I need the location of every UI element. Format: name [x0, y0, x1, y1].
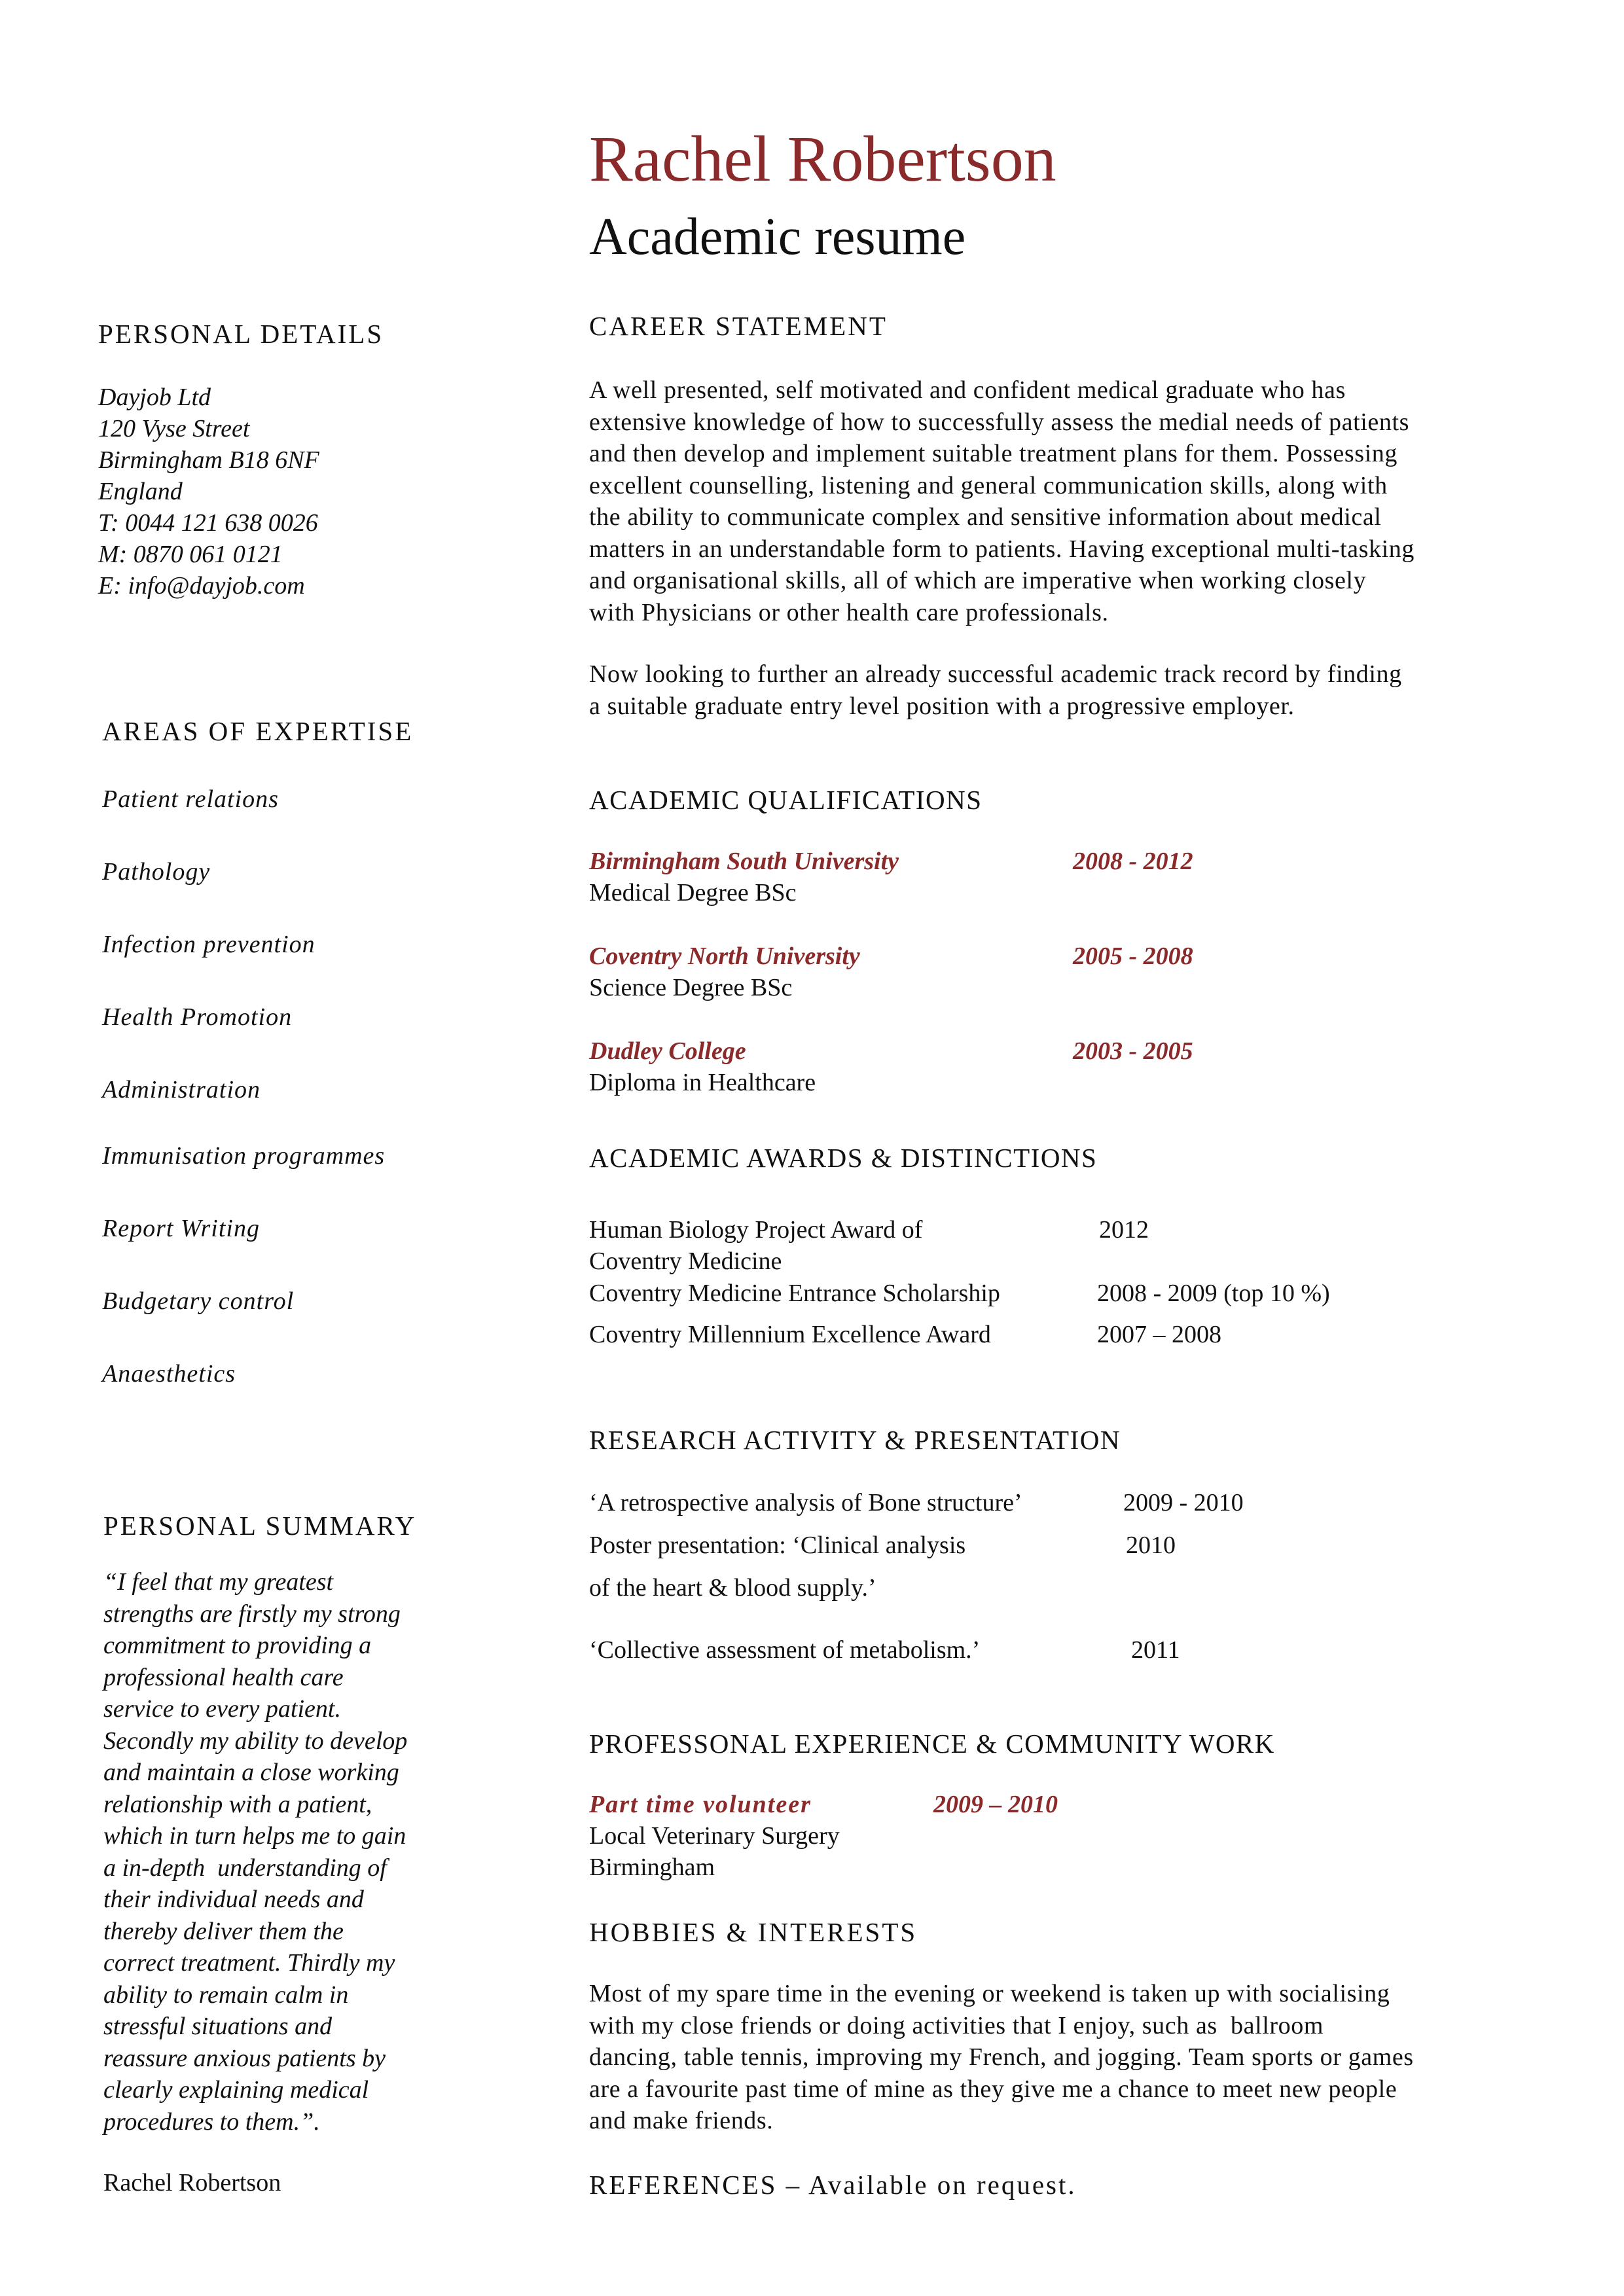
award-title: Coventry Medicine Entrance Scholarship: [589, 1280, 1000, 1307]
summary-line: their individual needs and: [103, 1886, 364, 1913]
resume-name: Rachel Robertson: [589, 122, 1056, 195]
summary-line: commitment to providing a: [103, 1632, 372, 1659]
paragraph-line: are a favourite past time of mine as they give me a chance to meet new people: [589, 2075, 1398, 2103]
expertise-item: Health Promotion: [102, 1003, 293, 1031]
summary-line: thereby deliver them the: [103, 1917, 344, 1945]
research-date: 2011: [1131, 1636, 1180, 1664]
research-date: 2009 - 2010: [1123, 1489, 1244, 1516]
qualification-dates: 2005 - 2008: [1073, 942, 1193, 970]
expertise-item: Immunisation programmes: [102, 1142, 386, 1170]
summary-line: professional health care: [103, 1663, 344, 1691]
expertise-item: Pathology: [102, 858, 211, 886]
qualification-institution: Coventry North University: [589, 942, 860, 970]
personal-details-block: [98, 382, 319, 601]
summary-line: relationship with a patient,: [103, 1790, 372, 1818]
paragraph-line: dancing, table tennis, improving my French, and jogging. Team sports or games: [589, 2043, 1414, 2071]
summary-line: and maintain a close working: [103, 1759, 399, 1786]
research-title-continued: of the heart & blood supply.’: [589, 1574, 876, 1602]
career-statement-heading: CAREER STATEMENT: [589, 311, 888, 341]
expertise-item: Report Writing: [102, 1215, 260, 1242]
award-date: 2012: [1099, 1216, 1149, 1244]
award-title: Coventry Millennium Excellence Award: [589, 1321, 991, 1348]
hobbies-heading: HOBBIES & INTERESTS: [589, 1917, 918, 1947]
experience-location: Local Veterinary Surgery: [589, 1822, 840, 1850]
summary-line: “I feel that my greatest: [103, 1568, 334, 1596]
personal-details-heading: PERSONAL DETAILS: [98, 319, 384, 349]
summary-line: correct treatment. Thirdly my: [103, 1949, 395, 1977]
summary-line: strengths are firstly my strong: [103, 1600, 401, 1628]
award-title-continued: Coventry Medicine: [589, 1247, 782, 1275]
address-company: Dayjob Ltd: [98, 384, 211, 411]
research-title: Poster presentation: ‘Clinical analysis: [589, 1532, 966, 1559]
experience-city: Birmingham: [589, 1854, 715, 1881]
qualification-institution: Birmingham South University: [589, 848, 899, 875]
paragraph-line: and then develop and implement suitable treatment plans for them. Possessing: [589, 440, 1398, 467]
paragraph-line: A well presented, self motivated and confident medical graduate who has: [589, 376, 1346, 404]
summary-line: stressful situations and: [103, 2013, 333, 2040]
address-street: 120 Vyse Street: [98, 415, 250, 442]
summary-line: procedures to them.”.: [103, 2108, 320, 2136]
career-statement-paragraph-1: [589, 374, 1415, 628]
qualification-degree: Medical Degree BSc: [589, 879, 797, 906]
paragraph-line: and make friends.: [589, 2107, 774, 2134]
expertise-item: Administration: [102, 1076, 261, 1103]
experience-role: Part time volunteer: [589, 1791, 812, 1818]
paragraph-line: with my close friends or doing activities that I enjoy, such as ballroom: [589, 2011, 1324, 2039]
expertise-item: Patient relations: [102, 785, 279, 813]
qualification-degree: Science Degree BSc: [589, 974, 793, 1001]
summary-line: Secondly my ability to develop: [103, 1727, 408, 1755]
paragraph-line: matters in an understandable form to patients. Having exceptional multi-tasking: [589, 535, 1415, 563]
personal-summary-text: [103, 1566, 407, 2138]
summary-line: service to every patient.: [103, 1695, 341, 1723]
paragraph-line: Most of my spare time in the evening or weekend is taken up with socialising: [589, 1980, 1390, 2007]
summary-line: which in turn helps me to gain: [103, 1822, 406, 1850]
qualifications-heading: ACADEMIC QUALIFICATIONS: [589, 785, 983, 815]
paragraph-line: with Physicians or other health care professionals.: [589, 598, 1109, 626]
qualification-institution: Dudley College: [589, 1037, 746, 1065]
expertise-item: Budgetary control: [102, 1287, 295, 1315]
research-title: ‘A retrospective analysis of Bone structure’: [589, 1489, 1022, 1516]
career-statement-paragraph-2: [589, 658, 1402, 722]
paragraph-line: excellent counselling, listening and general communication skills, along with: [589, 471, 1388, 499]
research-date: 2010: [1126, 1532, 1176, 1559]
awards-heading: ACADEMIC AWARDS & DISTINCTIONS: [589, 1143, 1098, 1173]
research-heading: RESEARCH ACTIVITY & PRESENTATION: [589, 1425, 1121, 1455]
expertise-item: Infection prevention: [102, 931, 316, 958]
paragraph-line: and organisational skills, all of which are imperative when working closely: [589, 567, 1367, 594]
award-date: 2007 – 2008: [1097, 1321, 1221, 1348]
phone-telephone: T: 0044 121 638 0026: [98, 509, 318, 537]
award-title: Human Biology Project Award of: [589, 1216, 923, 1244]
personal-summary-heading: PERSONAL SUMMARY: [103, 1511, 417, 1541]
experience-dates: 2009 – 2010: [933, 1791, 1058, 1818]
experience-heading: PROFESSONAL EXPERIENCE & COMMUNITY WORK: [589, 1729, 1275, 1759]
references-line: REFERENCES – Available on request.: [589, 2170, 1077, 2200]
summary-line: ability to remain calm in: [103, 1981, 349, 2009]
summary-line: a in-depth understanding of: [103, 1854, 387, 1882]
email-address: E: info@dayjob.com: [98, 572, 305, 600]
summary-line: clearly explaining medical: [103, 2076, 369, 2104]
paragraph-line: a suitable graduate entry level position with a progressive employer.: [589, 692, 1295, 720]
paragraph-line: the ability to communicate complex and sensitive information about medical: [589, 503, 1382, 531]
address-country: England: [98, 478, 183, 505]
hobbies-paragraph: [589, 1978, 1414, 2137]
summary-line: reassure anxious patients by: [103, 2044, 386, 2072]
resume-subtitle: Academic resume: [589, 208, 966, 266]
paragraph-line: extensive knowledge of how to successfully assess the medial needs of patients: [589, 408, 1410, 436]
paragraph-line: Now looking to further an already successful academic track record by finding: [589, 660, 1402, 688]
qualification-degree: Diploma in Healthcare: [589, 1069, 816, 1096]
summary-signature: Rachel Robertson: [103, 2169, 281, 2197]
expertise-item: Anaesthetics: [102, 1360, 236, 1388]
phone-mobile: M: 0870 061 0121: [98, 541, 283, 568]
qualification-dates: 2008 - 2012: [1073, 848, 1193, 875]
award-date: 2008 - 2009 (top 10 %): [1097, 1280, 1330, 1307]
address-city: Birmingham B18 6NF: [98, 446, 319, 474]
research-title: ‘Collective assessment of metabolism.’: [589, 1636, 981, 1664]
expertise-heading: AREAS OF EXPERTISE: [102, 716, 414, 746]
qualification-dates: 2003 - 2005: [1073, 1037, 1193, 1065]
